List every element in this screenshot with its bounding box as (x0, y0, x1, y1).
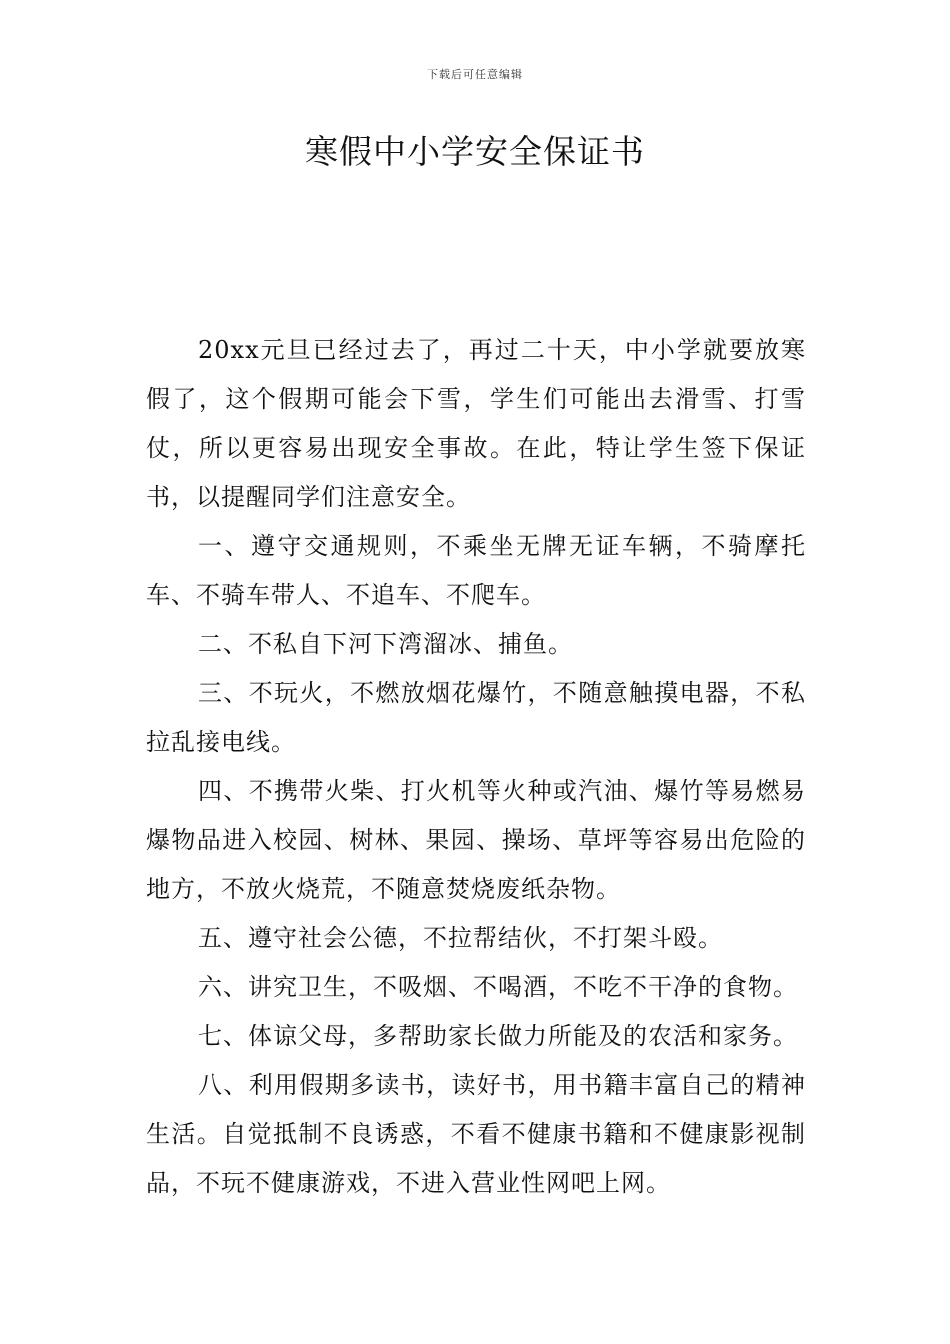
rule-item-4: 四、不携带火柴、打火机等火种或汽油、爆竹等易燃易爆物品进入校园、树林、果园、操场、草坪等容易出危险的地方，不放火烧荒，不随意焚烧废纸杂物。 (146, 777, 806, 903)
rule-item-7: 七、体谅父母，多帮助家长做力所能及的农活和家务。 (198, 1022, 798, 1050)
rule-item-1: 一、遵守交通规则，不乘坐无牌无证车辆，不骑摩托车、不骑车带人、不追车、不爬车。 (146, 532, 806, 609)
rule-item-2: 二、不私自下河下湾溜冰、捕鱼。 (198, 630, 573, 658)
document-title: 寒假中小学安全保证书 (305, 132, 645, 171)
rule-item-5: 五、遵守社会公德，不拉帮结伙，不打架斗殴。 (198, 924, 723, 952)
document-body (146, 326, 806, 1208)
header-note: 下载后可任意编辑 (427, 68, 523, 81)
rule-item-6: 六、讲究卫生，不吸烟、不喝酒，不吃不干净的食物。 (198, 973, 798, 1001)
intro-paragraph: 20xx元旦已经过去了，再过二十天，中小学就要放寒假了，这个假期可能会下雪，学生们可能出去滑雪、打雪仗，所以更容易出现安全事故。在此，特让学生签下保证书，以提醒同学们注意安全。 (146, 336, 806, 511)
rule-item-8: 八、利用假期多读书，读好书，用书籍丰富自己的精神生活。自觉抵制不良诱惑，不看不健康书籍和不健康影视制品，不玩不健康游戏，不进入营业性网吧上网。 (146, 1071, 806, 1197)
rule-item-3: 三、不玩火，不燃放烟花爆竹，不随意触摸电器，不私拉乱接电线。 (146, 679, 806, 756)
